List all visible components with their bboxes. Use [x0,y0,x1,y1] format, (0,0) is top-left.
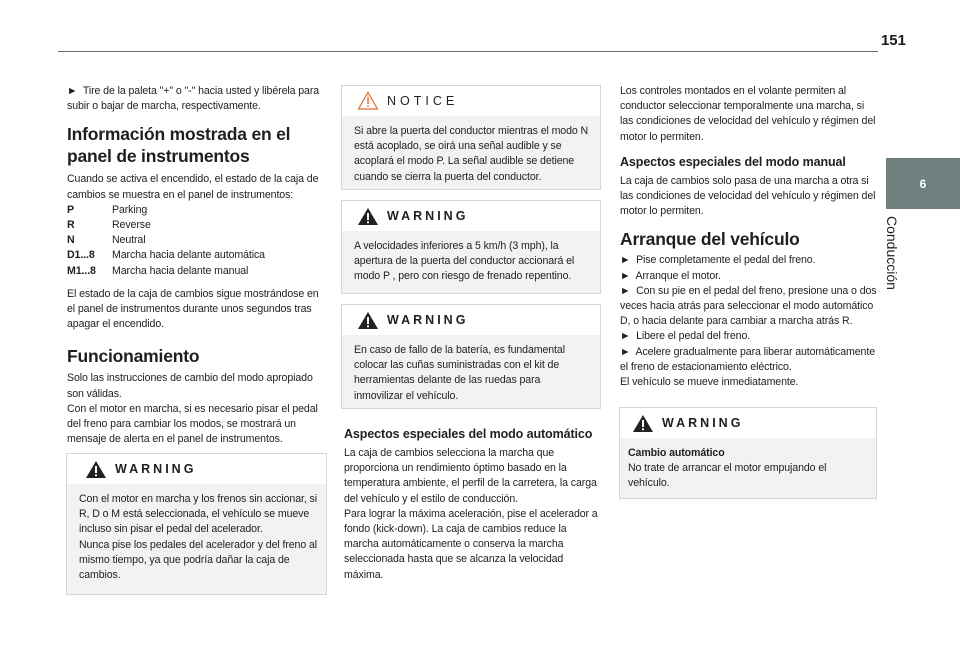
step-text: Arranque el motor. [635,269,721,282]
warning-header [342,201,600,231]
warning-body [79,492,318,583]
warning-title: WARNING [387,313,469,327]
warning-text: A velocidades inferiores a 5 km/h (3 mph), la apertura de la puerta del conductor accionará el modo P , pero con riesgo de frenado repentino. [354,240,575,283]
heading-info: Información mostrada en el panel de instrumentos [67,124,291,167]
gear-list [67,203,329,279]
gear-description: Marcha hacia delante manual [112,264,249,277]
warning-icon [632,414,654,433]
col3-paragraph-1: Los controles montados en el volante permiten al conductor seleccionar temporalmente una marcha, si las condiciones de velocidad del vehículo y régimen del motor lo permiten. [620,85,876,143]
arrow-icon: ► [620,284,631,297]
warning-paragraph-2: Nunca pise los pedales del acelerador y del freno al mismo tiempo, ya que podría dañar la caja de cambios. [79,538,318,582]
warning-box-1 [66,453,327,595]
intro-text: Tire de la paleta "+" o "-" hacia usted y libérela para subir o bajar de marcha, respectivamente. [67,85,320,113]
chapter-side-label [884,216,916,306]
gear-key: D1...8 [67,249,95,262]
heading-start: Arranque del vehículo [620,229,800,250]
column-1 [67,84,329,447]
warning-box-2 [341,200,601,294]
arrow-icon: ► [620,269,631,282]
arrow-icon: ► [67,85,78,97]
step-text: Con su pie en el pedal del freno, presione una o dos veces hacia atrás para seleccionar el modo automático D, o hacia delante para cambiar a marcha atrás R. [620,284,877,328]
gear-description: Reverse [112,219,151,232]
warning-icon [357,207,379,226]
warning-icon [85,460,107,479]
warning-title: WARNING [662,416,744,430]
warning-header [342,305,600,335]
warning-text: En caso de fallo de la batería, es fundamental colocar las cuñas suministradas con el kit de herramientas delante de las ruedas para inmovilizar el vehículo. [354,344,565,402]
warning-body [354,239,592,285]
func-paragraph-1: Solo las instrucciones de cambio del modo apropiado son válidas. [67,372,313,400]
column-3 [620,84,878,390]
warning-body [354,343,592,404]
func-paragraph-2: Con el motor en marcha, si es necesario pisar el pedal del freno para cambiar los modos, se mostrará un mensaje de alerta en el panel de instrumentos. [67,402,318,446]
step-text: Pise completamente el pedal del freno. [636,254,816,267]
gear-description: Marcha hacia delante automática [112,249,265,262]
heading-funcionamiento: Funcionamiento [67,346,200,367]
arrow-icon: ► [620,345,631,358]
warning-body [628,446,868,492]
final-paragraph: El vehículo se mueve inmediatamente. [620,376,799,389]
start-step [620,345,878,375]
warning-header [620,408,876,438]
start-step [620,253,878,268]
arrow-icon: ► [620,330,631,343]
gear-description: Neutral [112,234,146,247]
gear-key: M1...8 [67,264,96,277]
warning-header [67,454,326,484]
warning-text: No trate de arrancar el motor empujando el vehículo. [628,462,827,490]
warning-paragraph-1: Con el motor en marcha y los frenos sin accionar, si R, D o M está seleccionada, el vehículo se mueve incluso sin pisar el pedal del acelerador. [79,493,317,536]
arrow-icon: ► [620,254,631,267]
intro-paragraph [67,84,329,114]
manual-paragraph: La caja de cambios solo pasa de una marcha a otra si las condiciones de velocidad del vehículo y régimen del motor lo permiten. [620,174,876,218]
notice-title: NOTICE [387,94,459,108]
gear-key: N [67,234,75,247]
warning-icon [357,311,379,330]
start-steps [620,253,878,375]
warning-title: WARNING [115,462,197,476]
warning-title: WARNING [387,209,469,223]
gear-description: Parking [112,203,148,216]
start-step [620,329,878,344]
notice-box [341,85,601,190]
warning-box-3 [341,304,601,409]
gear-key: P [67,203,74,216]
gear-key: R [67,219,75,232]
notice-body [354,124,592,185]
warning-box-4 [619,407,877,499]
page-number: 151 [880,32,906,49]
notice-header [342,86,600,116]
heading-manual: Aspectos especiales del modo manual [620,154,846,169]
chapter-tab[interactable]: 6 [886,158,960,209]
auto-paragraph-1: La caja de cambios selecciona la marcha que proporciona un rendimiento óptimo basado en la temperatura ambiente, el perfil de la carretera, la carga del vehículo y el estilo de conducción. [344,447,597,505]
top-rule [58,51,878,52]
heading-auto: Aspectos especiales del modo automático [344,427,593,441]
warning-subtitle: Cambio automático [628,447,725,459]
info-paragraph-1: Cuando se activa el encendido, el estado de la caja de cambios se muestra en el panel de instrumentos: [67,173,319,201]
start-step [620,269,878,284]
info-paragraph-2: El estado de la caja de cambios sigue mostrándose en el panel de instrumentos durante unos segundos tras apagar el encendido. [67,287,319,331]
step-text: Acelere gradualmente para liberar automáticamente el freno de estacionamiento eléctrico. [620,345,875,373]
auto-paragraph-2: Para lograr la máxima aceleración, pise el acelerador a fondo (kick-down). La caja de cambios reduce la marcha automáticamente o conserva la marcha seleccionada hasta que se alcanza la velocidad máxima. [344,507,598,581]
step-text: Libere el pedal del freno. [636,330,751,343]
auto-mode-section [344,426,602,583]
start-step [620,284,878,330]
notice-text: Si abre la puerta del conductor mientras el modo N está acoplado, se oirá una señal audible y se acoplará el modo P. La señal audible se detiene cuando se cierra la puerta del conductor. [354,125,589,183]
notice-icon [357,91,379,110]
chapter-title: Conducción [884,216,900,290]
